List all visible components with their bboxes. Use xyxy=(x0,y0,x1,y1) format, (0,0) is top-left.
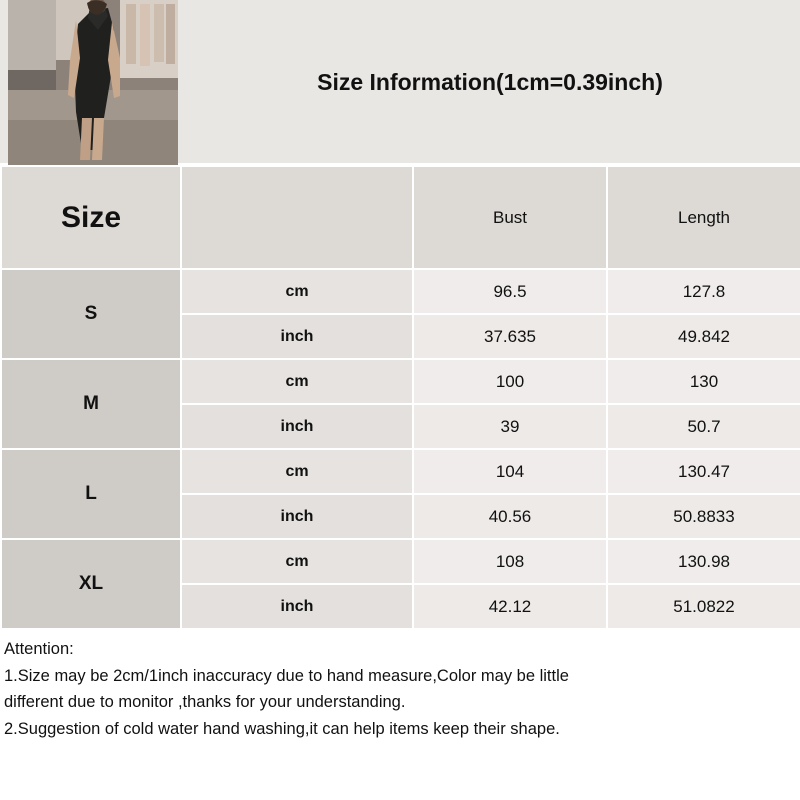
attention-line-1: 1.Size may be 2cm/1inch inaccuracy due to hand measure,Color may be little xyxy=(4,666,569,685)
size-label-xl: XL xyxy=(1,539,181,629)
unit-label: inch xyxy=(181,404,413,449)
length-value: 127.8 xyxy=(607,269,800,314)
length-value: 130.98 xyxy=(607,539,800,584)
unit-label: cm xyxy=(181,269,413,314)
bust-value: 100 xyxy=(413,359,607,404)
unit-label: cm xyxy=(181,449,413,494)
table-row xyxy=(1,359,800,404)
bust-value: 40.56 xyxy=(413,494,607,539)
bust-value: 42.12 xyxy=(413,584,607,629)
length-value: 130.47 xyxy=(607,449,800,494)
photo-graphic xyxy=(8,0,178,165)
unit-label: cm xyxy=(181,539,413,584)
table-header-row xyxy=(1,166,800,269)
length-value: 130 xyxy=(607,359,800,404)
attention-block xyxy=(0,630,800,743)
bust-value: 37.635 xyxy=(413,314,607,359)
table-row xyxy=(1,449,800,494)
column-header-unit xyxy=(181,166,413,269)
attention-heading: Attention: xyxy=(4,640,74,658)
bust-value: 39 xyxy=(413,404,607,449)
attention-line-3: 2.Suggestion of cold water hand washing,it can help items keep their shape. xyxy=(4,720,560,739)
table-row xyxy=(1,539,800,584)
bust-value: 104 xyxy=(413,449,607,494)
length-value: 49.842 xyxy=(607,314,800,359)
size-label-m: M xyxy=(1,359,181,449)
header-band xyxy=(0,0,800,165)
size-table xyxy=(0,165,800,630)
length-value: 51.0822 xyxy=(607,584,800,629)
size-label-l: L xyxy=(1,449,181,539)
unit-label: cm xyxy=(181,359,413,404)
bust-value: 108 xyxy=(413,539,607,584)
length-value: 50.7 xyxy=(607,404,800,449)
bust-value: 96.5 xyxy=(413,269,607,314)
size-label-s: S xyxy=(1,269,181,359)
unit-label: inch xyxy=(181,494,413,539)
column-header-length: Length xyxy=(607,166,800,269)
column-header-bust: Bust xyxy=(413,166,607,269)
length-value: 50.8833 xyxy=(607,494,800,539)
unit-label: inch xyxy=(181,314,413,359)
table-row xyxy=(1,269,800,314)
unit-label: inch xyxy=(181,584,413,629)
product-photo xyxy=(8,0,178,165)
attention-line-2: different due to monitor ,thanks for your understanding. xyxy=(4,693,406,712)
column-header-size: Size xyxy=(1,166,181,269)
page-title: Size Information(1cm=0.39inch) xyxy=(317,69,663,95)
